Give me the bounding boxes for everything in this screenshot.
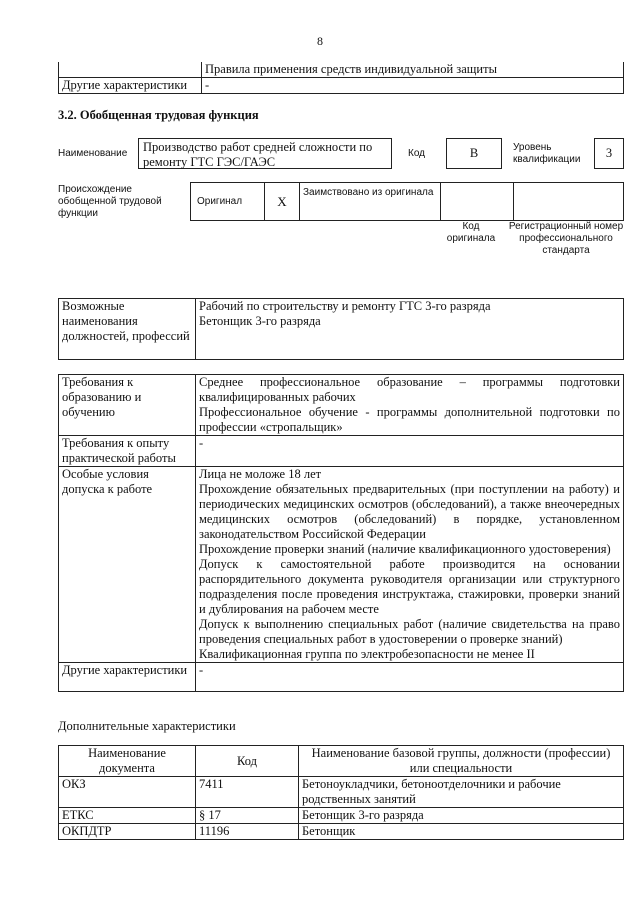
special-value (196, 467, 624, 663)
table-cell: ЕТКС (59, 808, 196, 824)
other-label: Другие характеристики (59, 663, 196, 692)
positions-label: Возможные наименования должностей, профессий (59, 299, 196, 360)
experience-value: - (196, 436, 624, 467)
reg-number-caption: Регистрационный номер профессионального стандарта (508, 221, 624, 256)
education-p2: Профессиональное обучение - программы дополнительной подготовки по профессии «стропальщик» (199, 405, 620, 434)
table-cell: 7411 (196, 777, 299, 808)
table-cell: 11196 (196, 824, 299, 840)
positions-line1: Рабочий по строительству и ремонту ГТС 3-го разряда (199, 299, 491, 313)
top-table-row1-value: Правила применения средств индивидуальной защиты (202, 62, 624, 78)
code-value: B (446, 138, 502, 169)
additional-title: Дополнительные характеристики (58, 719, 236, 733)
special-p5: Допуск к выполнению специальных работ (наличие свидетельства на право проведения специальных работ в удостоверении о проверке знаний) (199, 617, 620, 646)
other-value: - (196, 663, 624, 692)
table-row (59, 808, 624, 824)
table-cell: ОКЗ (59, 777, 196, 808)
origin-mark: X (265, 183, 300, 221)
special-label: Особые условия допуска к работе (59, 467, 196, 663)
table-row (59, 777, 624, 808)
name-value: Производство работ средней сложности по ремонту ГТС ГЭС/ГАЭС (138, 138, 392, 169)
name-label: Наименование (58, 148, 128, 159)
level-value: 3 (594, 138, 624, 169)
education-value (196, 375, 624, 436)
special-p6: Квалификационная группа по электробезопасности не менее II (199, 647, 535, 661)
origin-code-cell (441, 183, 514, 221)
origin-label: Происхождение обобщенной трудовой функции (58, 184, 162, 219)
level-label: Уровень квалификации (513, 142, 581, 165)
additional-table (58, 745, 624, 840)
special-p2: Прохождение обязательных предварительных (при поступлении на работу) и периодических медицинских осмотров (обследований), а также внеочередных медицинских осмотров (обследований) в порядке, установленном законодательством Российской Федерации (199, 482, 620, 541)
table-cell: Бетоноукладчики, бетоноотделочники и рабочие родственных занятий (299, 777, 624, 808)
requirements-table (58, 374, 624, 692)
section-title: 3.2. Обобщенная трудовая функция (58, 108, 259, 122)
table-cell: Бетонщик (299, 824, 624, 840)
positions-table (58, 298, 624, 360)
top-table (58, 62, 624, 94)
positions-value (196, 299, 624, 360)
education-label: Требования к образованию и обучению (59, 375, 196, 436)
table-cell: Бетонщик 3-го разряда (299, 808, 624, 824)
code-original-caption: Код оригинала (446, 221, 496, 244)
table-cell: § 17 (196, 808, 299, 824)
positions-line2: Бетонщик 3-го разряда (199, 314, 321, 328)
additional-header-doc: Наименование документа (59, 746, 196, 777)
top-table-empty-cell (59, 62, 202, 78)
origin-original: Оригинал (191, 183, 265, 221)
education-p1: Среднее профессиональное образование – программы подготовки квалифицированных рабочих (199, 375, 620, 404)
code-label: Код (408, 148, 426, 159)
top-table-row2-value: - (202, 78, 624, 94)
special-p3: Прохождение проверки знаний (наличие квалификационного удостоверения) (199, 542, 611, 556)
special-p4: Допуск к самостоятельной работе производится на основании распорядительного документа руководителя организации или структурного подразделения после проведения инструктажа, стажировки, проверки знаний и дублирования на рабочем месте (199, 557, 620, 616)
origin-borrowed: Заимствовано из оригинала (300, 183, 441, 221)
origin-reg-cell (514, 183, 624, 221)
table-row (59, 824, 624, 840)
additional-header-code: Код (196, 746, 299, 777)
origin-table (190, 182, 624, 221)
experience-label: Требования к опыту практической работы (59, 436, 196, 467)
table-cell: ОКПДТР (59, 824, 196, 840)
page-number: 8 (317, 34, 323, 48)
special-p1: Лица не моложе 18 лет (199, 467, 322, 481)
top-table-row2-label: Другие характеристики (59, 78, 202, 94)
additional-header-name: Наименование базовой группы, должности (профессии) или специальности (299, 746, 624, 777)
